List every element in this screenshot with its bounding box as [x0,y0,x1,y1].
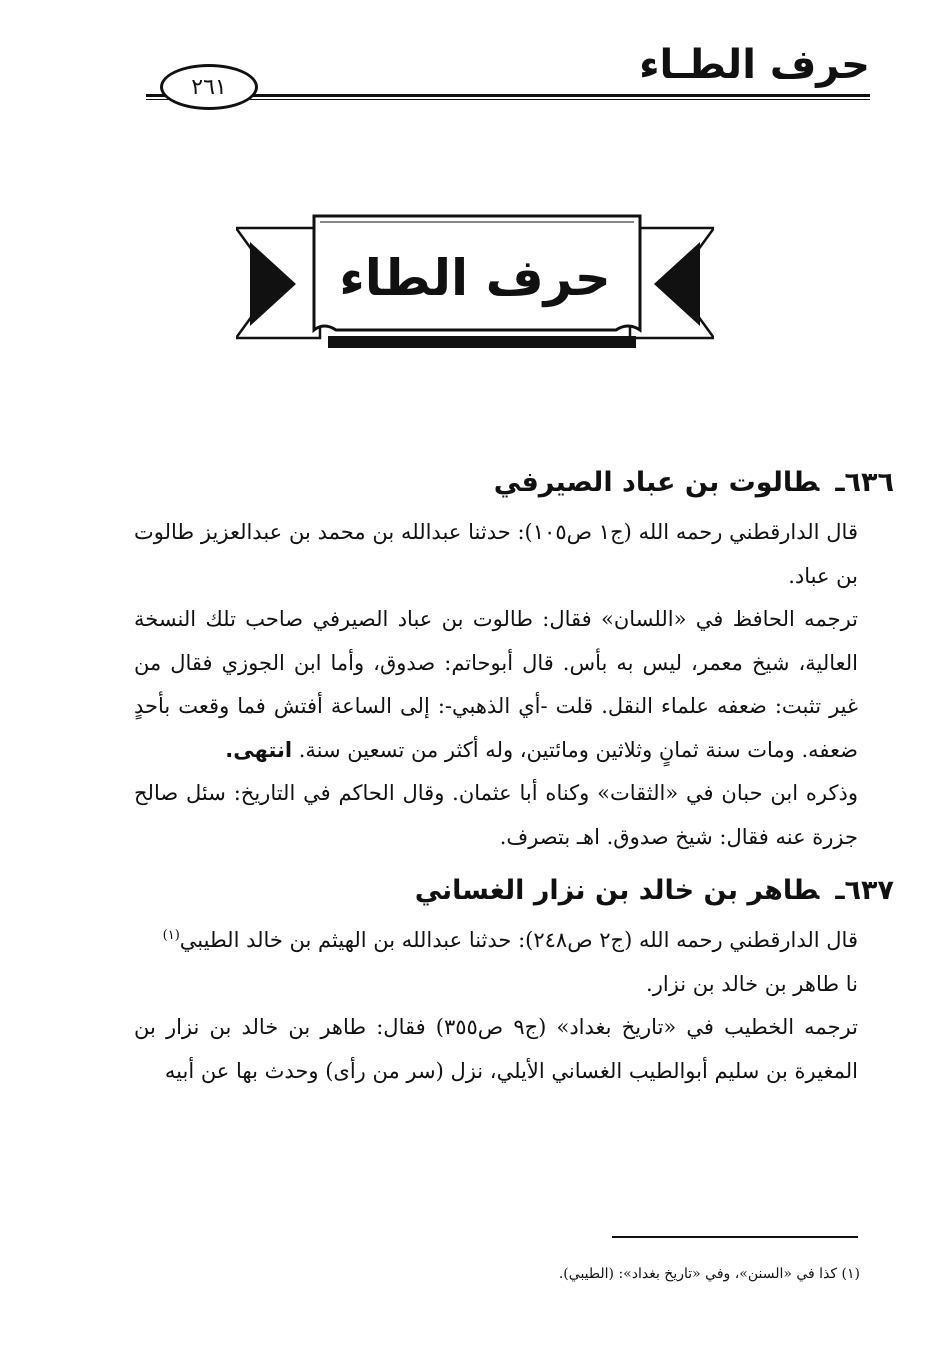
paragraph-suffix: اهـ بتصرف. [499,824,600,849]
entry-name: طالوت بن عباد الصيرفي [493,467,820,498]
running-header-title: حرف الطـاء [639,42,870,88]
paragraph: قال الدارقطني رحمه الله (ج١ ص١٠٥): حدثنا عبدالله بن محمد بن عبدالعزيز طالوت بن عباد. [134,520,858,588]
page-number [160,64,258,110]
entry-heading [134,863,894,919]
paragraph: ترجمه الخطيب في «تاريخ بغداد» (ج٩ ص٣٥٥) فقال: طاهر بن خالد بن نزار بن المغيرة بن سليم أبوالطيب الغساني الأيلي، نزل (سر من رأى) وحدث بها عن أبيه [134,1015,858,1083]
footnote-separator [612,1236,858,1238]
entry-number: ٦٣٧ـ [835,875,894,906]
entry-636 [134,455,894,859]
paragraph [134,772,894,859]
paragraph-text: وذكره ابن حبان في «الثقات» وكناه أبا عثمان. وقال الحاكم في التاريخ: سئل صالح جزرة عنه فقال: شيخ صدوق. [134,781,858,849]
paragraph-text: قال الدارقطني رحمه الله (ج٢ ص٢٤٨): حدثنا عبدالله بن الهيثم بن خالد الطيبي [179,928,858,952]
footnote: (١) كذا في «السنن»، وفي «تاريخ بغداد»: (الطيبي). [558,1266,860,1282]
entry-heading [134,455,894,511]
paragraph [134,598,894,772]
entry-name: طاهر بن خالد بن نزار الغساني [414,875,820,906]
page-number-text: ٢٦١ [191,74,227,100]
running-header [0,0,944,110]
paragraph: نا طاهر بن خالد بن نزار. [646,971,858,996]
document-body [134,455,894,1093]
header-rule-thin [146,99,870,100]
paragraph-text: ترجمه الحافظ في «اللسان» فقال: طالوت بن عباد الصيرفي صاحب تلك النسخة العالية، شيخ معمر، ليس به بأس. قال أبوحاتم: صدوق، وأما ابن الجوزي فقال من غير تثبت: ضعفه علماء النقل. قلت -أي الذهبي-: إلى الساعة أفتش فما وقعت بأحدٍ ضعفه. ومات سنة ثمانٍ وثلاثين ومائتين، وله أكثر من تسعين سنة. [134,607,858,762]
banner-title: حرف الطاء [339,249,611,307]
end-quote-marker: انتهى. [225,737,293,762]
paragraph [134,919,894,963]
footnote-reference[interactable]: (١) [162,928,180,943]
entry-637 [134,863,894,1093]
chapter-banner [236,208,714,358]
entry-number: ٦٣٦ـ [835,467,894,498]
